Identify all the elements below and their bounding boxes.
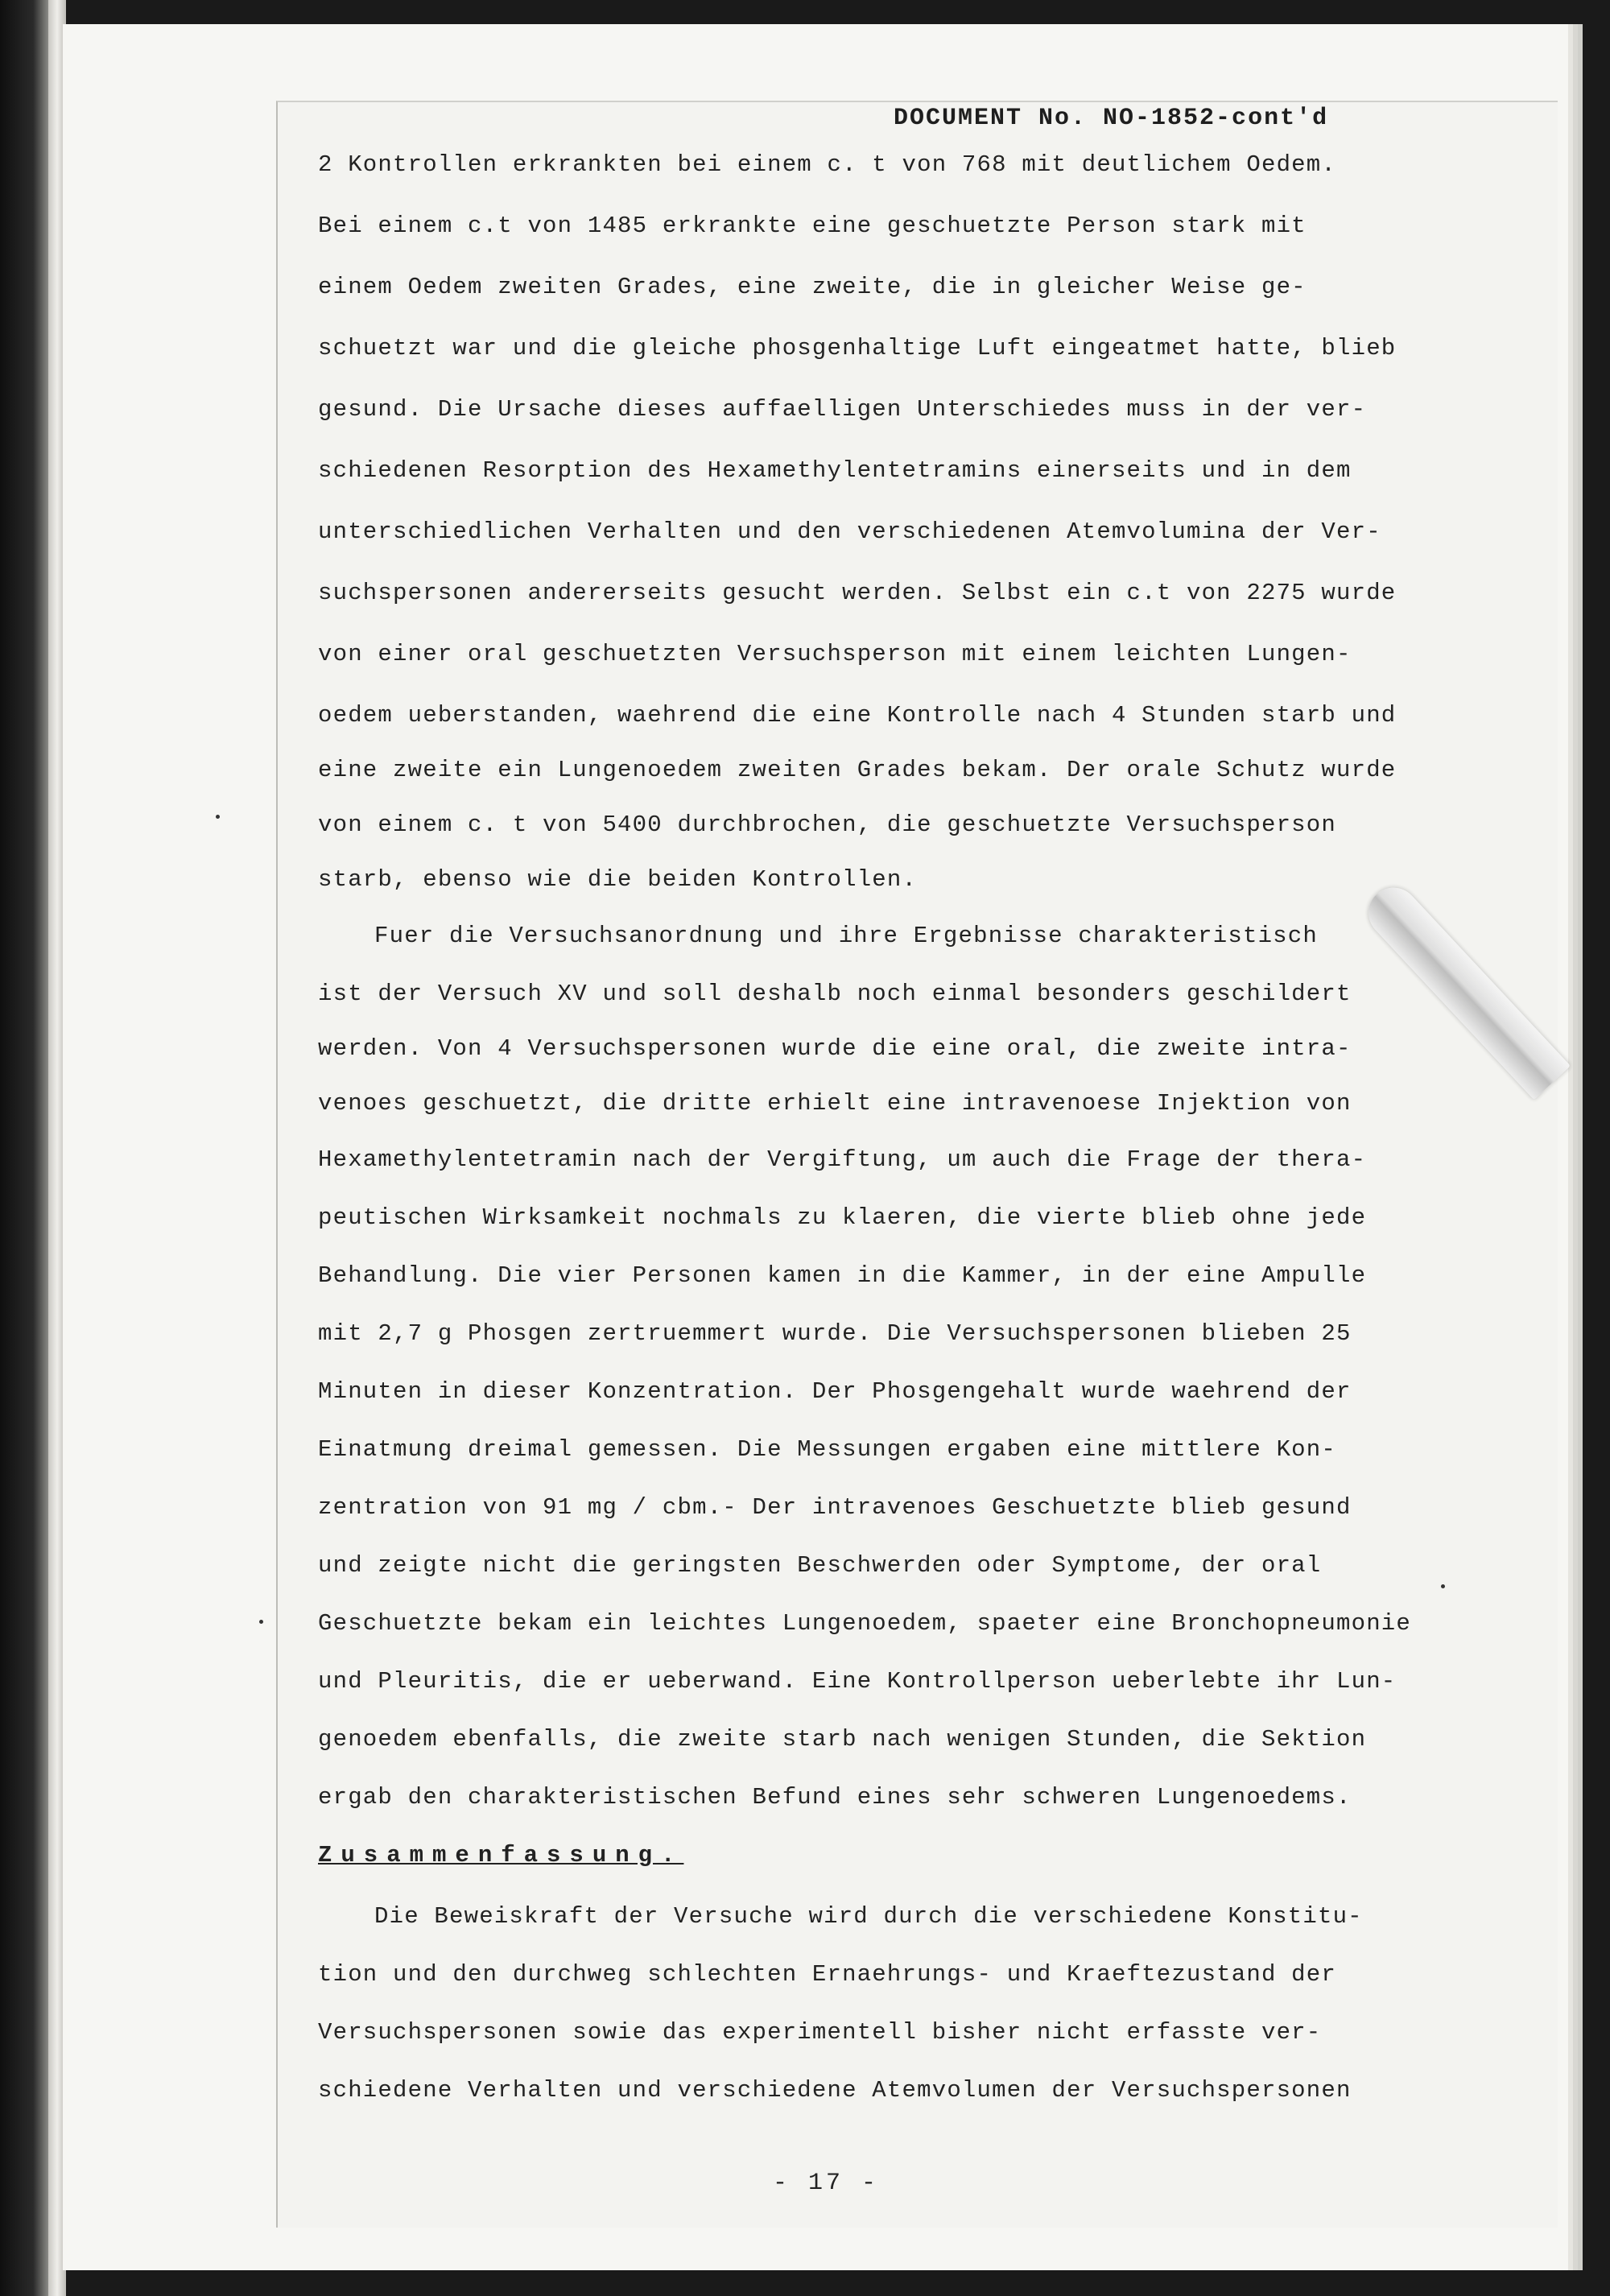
text-line: genoedem ebenfalls, die zweite starb nach wenigen Stunden, die Sektion [318,1726,1367,1753]
text-line: 2 Kontrollen erkrankten bei einem c. t von 768 mit deutlichem Oedem. [318,151,1336,178]
text-line: ergab den charakteristischen Befund eines sehr schweren Lungenoedems. [318,1784,1352,1811]
text-line: unterschiedlichen Verhalten und den verschiedenen Atemvolumina der Ver- [318,518,1381,545]
text-line: werden. Von 4 Versuchspersonen wurde die eine oral, die zweite intra- [318,1035,1352,1062]
text-line: Die Beweiskraft der Versuche wird durch die verschiedene Konstitu- [374,1903,1363,1930]
text-line: von einem c. t von 5400 durchbrochen, die geschuetzte Versuchsperson [318,811,1336,838]
text-line: eine zweite ein Lungenoedem zweiten Grades bekam. Der orale Schutz wurde [318,757,1397,783]
section-heading: Zusammenfassung. [318,1842,684,1869]
text-line: schiedenen Resorption des Hexamethylentetramins einerseits und in dem [318,457,1352,484]
margin-dot [259,1620,263,1624]
text-line: von einer oral geschuetzten Versuchsperson mit einem leichten Lungen- [318,641,1352,667]
text-line: schuetzt war und die gleiche phosgenhaltige Luft eingeatmet hatte, blieb [318,335,1397,361]
text-line: tion und den durchweg schlechten Ernaehrungs- und Kraeftezustand der [318,1961,1336,1988]
text-line: Bei einem c.t von 1485 erkrankte eine geschuetzte Person stark mit [318,213,1307,239]
text-line: Hexamethylentetramin nach der Vergiftung, um auch die Frage der thera- [318,1146,1367,1173]
text-line: einem Oedem zweiten Grades, eine zweite, die in gleicher Weise ge- [318,274,1307,300]
text-line: gesund. Die Ursache dieses auffaelligen Unterschiedes muss in der ver- [318,396,1367,423]
text-line: suchspersonen andererseits gesucht werden. Selbst ein c.t von 2275 wurde [318,580,1397,606]
text-line: Fuer die Versuchsanordnung und ihre Ergebnisse charakteristisch [374,923,1318,949]
text-line: und Pleuritis, die er ueberwand. Eine Kontrollperson ueberlebte ihr Lun- [318,1668,1397,1695]
text-line: Minuten in dieser Konzentration. Der Phosgengehalt wurde waehrend der [318,1378,1352,1405]
document-reference: DOCUMENT No. NO-1852-cont'd [894,105,1329,132]
text-line: zentration von 91 mg / cbm.- Der intravenoes Geschuetzte blieb gesund [318,1494,1352,1521]
text-line: Versuchspersonen sowie das experimentell bisher nicht erfasste ver- [318,2019,1322,2046]
text-line: Einatmung dreimal gemessen. Die Messungen ergaben eine mittlere Kon- [318,1436,1336,1463]
text-line: venoes geschuetzt, die dritte erhielt eine intravenoese Injektion von [318,1090,1352,1117]
text-line: starb, ebenso wie die beiden Kontrollen. [318,866,918,893]
text-line: oedem ueberstanden, waehrend die eine Kontrolle nach 4 Stunden starb und [318,702,1397,729]
text-line: schiedene Verhalten und verschiedene Atemvolumen der Versuchspersonen [318,2077,1352,2104]
text-line: und zeigte nicht die geringsten Beschwerden oder Symptome, der oral [318,1552,1322,1579]
margin-dot [1441,1584,1445,1588]
margin-dot [216,815,220,819]
text-line: Behandlung. Die vier Personen kamen in die Kammer, in der eine Ampulle [318,1262,1367,1289]
text-line: ist der Versuch XV und soll deshalb noch einmal besonders geschildert [318,981,1352,1007]
text-line: peutischen Wirksamkeit nochmals zu klaeren, die vierte blieb ohne jede [318,1204,1367,1231]
text-line: Geschuetzte bekam ein leichtes Lungenoedem, spaeter eine Bronchopneumonie [318,1610,1412,1637]
page-number: - 17 - [773,2170,880,2197]
text-line: mit 2,7 g Phosgen zertruemmert wurde. Die Versuchspersonen blieben 25 [318,1320,1352,1347]
